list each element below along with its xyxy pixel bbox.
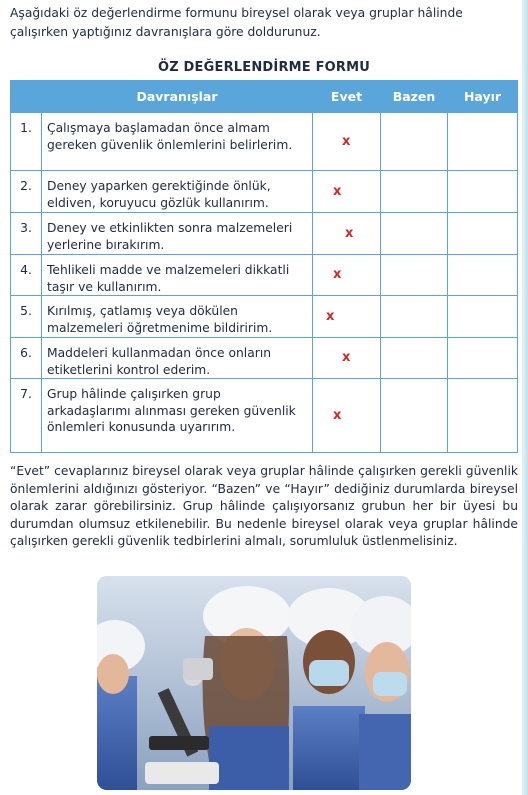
lab-students-photo <box>97 576 411 790</box>
yes-cell[interactable] <box>313 296 381 338</box>
table-row <box>11 113 518 171</box>
table-header-row <box>11 81 518 113</box>
row-number: 4. <box>11 255 42 296</box>
row-number: 7. <box>11 379 42 453</box>
sometimes-cell[interactable] <box>381 379 448 453</box>
x-mark: x <box>342 349 351 365</box>
table-row <box>11 171 518 213</box>
table-row <box>11 296 518 338</box>
table-row <box>11 379 518 453</box>
row-behavior: Tehlikeli madde ve malzemeleri dikkatli taşır ve kullanırım. <box>42 255 313 296</box>
row-behavior: Grup hâlinde çalışırken grup arkadaşlarımı alınması gereken güvenlik önlemleri konusunda uyarırım. <box>42 379 313 453</box>
x-mark: x <box>333 183 342 199</box>
row-behavior: Kırılmış, çatlamış veya dökülen malzemeleri öğretmenime bildiririm. <box>42 296 313 338</box>
table-row <box>11 255 518 296</box>
row-number: 6. <box>11 338 42 379</box>
no-cell[interactable] <box>448 379 518 453</box>
no-cell[interactable] <box>448 255 518 296</box>
x-mark: x <box>326 308 335 324</box>
closing-paragraph: “Evet” cevaplarınız bireysel olarak veya gruplar hâlinde çalışırken gerekli güvenlik önlemlerini aldığınızı gösteriyor. “Bazen” ve “Hayır” dediğiniz durumlarda bireysel olarak zarar görebilirsiniz. Grup hâlinde çalışıyorsanız grubun her bir üyesi bu durumdan olumsuz etkilenebilir. Bu nedenle bireysel olarak veya gruplar hâlinde çalışırken gerekli güvenlik tedbirlerini almalı, sorumluluk üstlenmelisiniz. <box>10 464 518 549</box>
table-row <box>11 338 518 379</box>
x-mark: x <box>333 266 342 282</box>
header-number <box>11 81 42 113</box>
intro-instructions: Aşağıdaki öz değerlendirme formunu bireysel olarak veya gruplar hâlinde çalışırken yaptığınız davranışlara göre doldurunuz. <box>10 6 463 39</box>
header-yes: Evet <box>313 81 381 113</box>
yes-cell[interactable] <box>313 338 381 379</box>
yes-cell[interactable] <box>313 171 381 213</box>
no-cell[interactable] <box>448 296 518 338</box>
self-assessment-table <box>10 80 518 453</box>
sometimes-cell[interactable] <box>381 113 448 171</box>
no-cell[interactable] <box>448 338 518 379</box>
no-cell[interactable] <box>448 113 518 171</box>
yes-cell[interactable] <box>313 379 381 453</box>
table-row <box>11 213 518 255</box>
sometimes-cell[interactable] <box>381 338 448 379</box>
sometimes-cell[interactable] <box>381 213 448 255</box>
row-number: 1. <box>11 113 42 171</box>
row-behavior: Maddeleri kullanmadan önce onların etiketlerini kontrol ederim. <box>42 338 313 379</box>
row-behavior: Deney ve etkinlikten sonra malzemeleri yerlerine bırakırım. <box>42 213 313 255</box>
sometimes-cell[interactable] <box>381 255 448 296</box>
header-sometimes: Bazen <box>381 81 448 113</box>
header-no: Hayır <box>448 81 518 113</box>
row-behavior: Deney yaparken gerektiğinde önlük, eldiven, koruyucu gözlük kullanırım. <box>42 171 313 213</box>
yes-cell[interactable] <box>313 213 381 255</box>
sometimes-cell[interactable] <box>381 296 448 338</box>
row-number: 2. <box>11 171 42 213</box>
yes-cell[interactable] <box>313 255 381 296</box>
row-number: 3. <box>11 213 42 255</box>
x-mark: x <box>345 225 354 241</box>
yes-cell[interactable] <box>313 113 381 171</box>
no-cell[interactable] <box>448 213 518 255</box>
row-number: 5. <box>11 296 42 338</box>
row-behavior: Çalışmaya başlamadan önce almam gereken güvenlik önlemlerini belirlerim. <box>42 113 313 171</box>
header-behaviors: Davranışlar <box>42 81 313 113</box>
page-edge-decoration <box>522 0 528 795</box>
no-cell[interactable] <box>448 171 518 213</box>
x-mark: x <box>342 133 351 149</box>
sometimes-cell[interactable] <box>381 171 448 213</box>
form-title: ÖZ DEĞERLENDİRME FORMU <box>157 60 371 75</box>
x-mark: x <box>333 407 342 423</box>
